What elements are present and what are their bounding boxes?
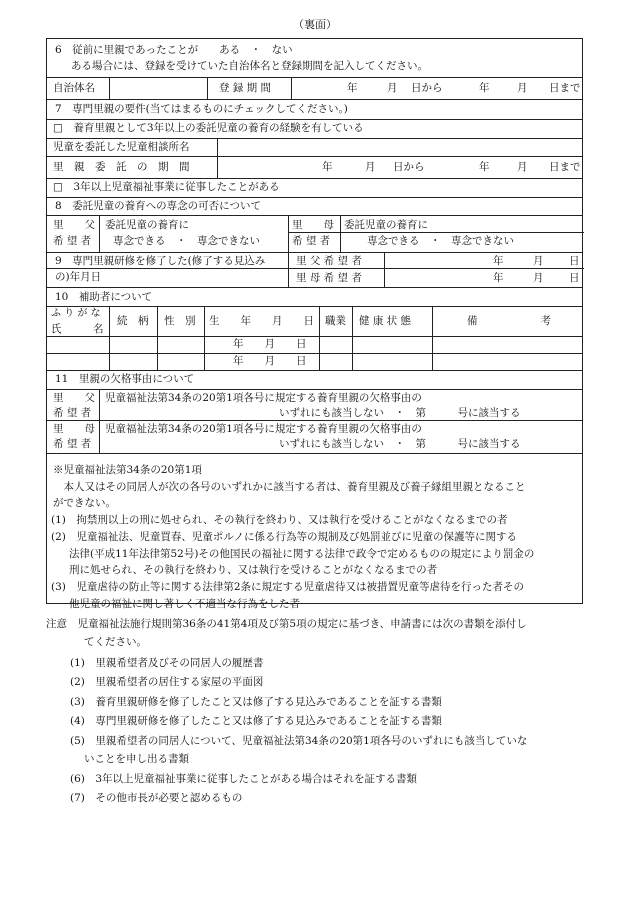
row-divider [47,178,582,179]
month-unit: 月 [533,272,544,284]
col-divider [291,77,292,99]
s8-title: 8 委託児童の養育への専念の可否について [55,200,261,212]
dob-header: 生 年 月 日 [209,315,314,327]
month-unit: 月 [387,82,398,94]
day-from-unit: 日から [411,82,443,94]
law-item-3-cont: 他児童の福祉に関し著しく不適当な行為をした者 [69,598,300,610]
note-item-5-cont: いことを申し出る書類 [84,753,189,765]
note-item-7: (7) その他市長が必要と認めるもの [70,792,243,804]
month-unit: 月 [365,161,376,173]
row-divider [47,215,582,216]
law-item-1: (1) 拘禁刑以上の刑に処せられ、その執行を終わり、又は執行を受けることがなくなるまでの者 [51,514,508,526]
row-divider [47,287,582,288]
law-item-2-cont: 法律(平成11年法律第52号)その他国民の福祉に関する法律で政令で定めるものの規定により罰金の [69,548,535,560]
col-divider [288,215,289,252]
day-unit: 日 [569,255,580,267]
row-divider [47,420,582,421]
col-divider [288,252,289,287]
month-unit: 月 [533,255,544,267]
father-dedication-choice[interactable]: 専念できる ・ 専念できない [113,235,260,247]
year-unit: 年 [322,161,333,173]
col-divider [384,252,385,287]
furigana-header: ふ り が な [51,308,101,319]
month-unit: 月 [517,82,528,94]
row-divider [47,336,582,337]
relation-header: 続 柄 [117,315,149,327]
note-item-2: (2) 里親希望者の居住する家屋の平面図 [70,676,264,688]
applicant-label: 希 望 者 [53,235,92,247]
s10-title: 10 補助者について [55,291,153,303]
col-divider [207,77,208,99]
row-divider [47,453,582,454]
row-divider [47,389,582,390]
father-disqualification-statement: 児童福祉法第34条の20第1項各号に規定する養育里親の欠格事由の [105,392,422,404]
row-divider [47,252,582,253]
row-divider [47,138,582,139]
col-divider [319,306,320,370]
name-header: 氏 名 [51,323,104,335]
col-divider [157,306,158,370]
registration-period-label: 登 録 期 間 [219,82,272,94]
law-item-2: (2) 児童福祉法、児童買春、児童ポルノに係る行為等の規制及び処罰並びに児童の保護等に関する [51,531,517,543]
row-divider [47,197,582,198]
foster-father-label: 里 父 [53,219,95,231]
row-divider [47,119,582,120]
row-divider [47,99,582,100]
s7-checkbox-experience[interactable]: □ 養育里親として3年以上の委託児童の養育の経験を有している [53,122,364,134]
consultation-office-label: 児童を委託した児童相談所名 [53,141,190,153]
mother-dedication-choice[interactable]: 専念できる ・ 専念できない [367,235,514,247]
gender-header: 性 別 [164,315,196,327]
foster-period-label: 里 親 委 託 の 期 間 [53,161,190,173]
notes-heading: 注意 児童福祉法施行規則第36条の41第4項及び第5項の規定に基づき、申請書には次の書類を添付し [46,618,527,630]
notes-heading-cont: てください。 [84,636,147,648]
s11-title: 11 里親の欠格事由について [55,373,195,385]
applicant-label: 希 望 者 [53,438,92,450]
note-item-5: (5) 里親希望者の同居人について、児童福祉法第34条の20第1項各号のいずれにも該当していな [70,735,528,747]
authority-field[interactable] [111,81,205,95]
law-paragraph: ができない。 [53,497,116,509]
occupation-header: 職業 [325,315,346,327]
consultation-office-field[interactable] [219,140,579,154]
col-divider [109,77,110,99]
s7-title: 7 専門里親の要件(当てはまるものにチェックしてください。) [55,103,348,115]
col-divider [99,389,100,453]
s6-instruction: ある場合には、登録を受けていた自治体名と登録期間を記入してください。 [71,60,428,72]
day-to-unit: 日まで [549,161,581,173]
note-item-3: (3) 養育里親研修を修了したこと又は修了する見込みであることを証する書類 [70,696,442,708]
father-applicant-label: 里 父 希 望 者 [296,255,362,267]
application-form-table [46,38,583,610]
remarks-header: 備 考 [467,315,551,327]
year-unit: 年 [493,255,504,267]
col-divider [204,306,205,370]
month-unit: 月 [517,161,528,173]
s9-title: 9 専門里親研修を修了した(修了する見込み [55,255,266,267]
row-divider [47,268,288,269]
row-divider [47,306,582,307]
row-divider [47,156,582,157]
applicant-label: 希 望 者 [292,235,331,247]
mother-disqualification-choice[interactable]: いずれにも該当しない ・ 第 号に該当する [279,438,521,450]
s6-question: 6 従前に里親であったことが ある ・ ない [55,44,293,56]
mother-disqualification-statement: 児童福祉法第34条の20第1項各号に規定する養育里親の欠格事由の [105,423,422,435]
assistant-dob-1[interactable]: 年 月 日 [233,338,307,350]
year-unit: 年 [347,82,358,94]
row-divider [47,370,582,371]
col-divider [99,215,100,252]
assistant-dob-2[interactable]: 年 月 日 [233,355,307,367]
s7-checkbox-welfare-work[interactable]: □ 3年以上児童福祉事業に従事したことがある [53,181,280,193]
day-unit: 日 [569,272,580,284]
mother-dedication-question: 委託児童の養育に [344,219,428,231]
s9-title-cont: の)年月日 [55,271,102,283]
note-item-6: (6) 3年以上児童福祉事業に従事したことがある場合はそれを証する書類 [70,773,418,785]
health-header: 健 康 状 態 [359,315,412,327]
year-unit: 年 [479,161,490,173]
law-heading: ※児童福祉法第34条の20第1項 [53,464,202,476]
foster-mother-label: 里 母 [292,219,334,231]
day-to-unit: 日まで [549,82,581,94]
law-item-2-cont: 刑に処せられ、その執行を終わり、又は執行を受けることがなくなるまでの者 [69,564,438,576]
authority-label: 自治体名 [53,82,95,94]
note-item-4: (4) 専門里親研修を修了したこと又は修了する見込みであることを証する書類 [70,715,442,727]
page-title: （裏面） [293,18,337,31]
father-disqualification-choice[interactable]: いずれにも該当しない ・ 第 号に該当する [279,407,521,419]
foster-mother-label: 里 母 [53,423,95,435]
col-divider [432,306,433,370]
applicant-label: 希 望 者 [53,407,92,419]
col-divider [352,306,353,370]
col-divider [217,138,218,178]
foster-father-label: 里 父 [53,392,95,404]
law-paragraph: 本人又はその同居人が次の各号のいずれかに該当する者は、養育里親及び養子縁組里親となること [53,481,526,493]
col-divider [109,306,110,370]
row-divider [288,268,584,269]
law-item-3: (3) 児童虐待の防止等に関する法律第2条に規定する児童虐待又は被措置児童等虐待を行った者その [51,581,525,593]
year-unit: 年 [479,82,490,94]
col-divider [340,215,341,252]
row-divider [47,353,582,354]
year-unit: 年 [493,272,504,284]
mother-applicant-label: 里 母 希 望 者 [296,272,362,284]
father-dedication-question: 委託児童の養育に [105,219,189,231]
row-divider [47,77,582,78]
day-from-unit: 日から [393,161,425,173]
note-item-1: (1) 里親希望者及びその同居人の履歴書 [70,657,264,669]
row-divider [288,232,584,233]
